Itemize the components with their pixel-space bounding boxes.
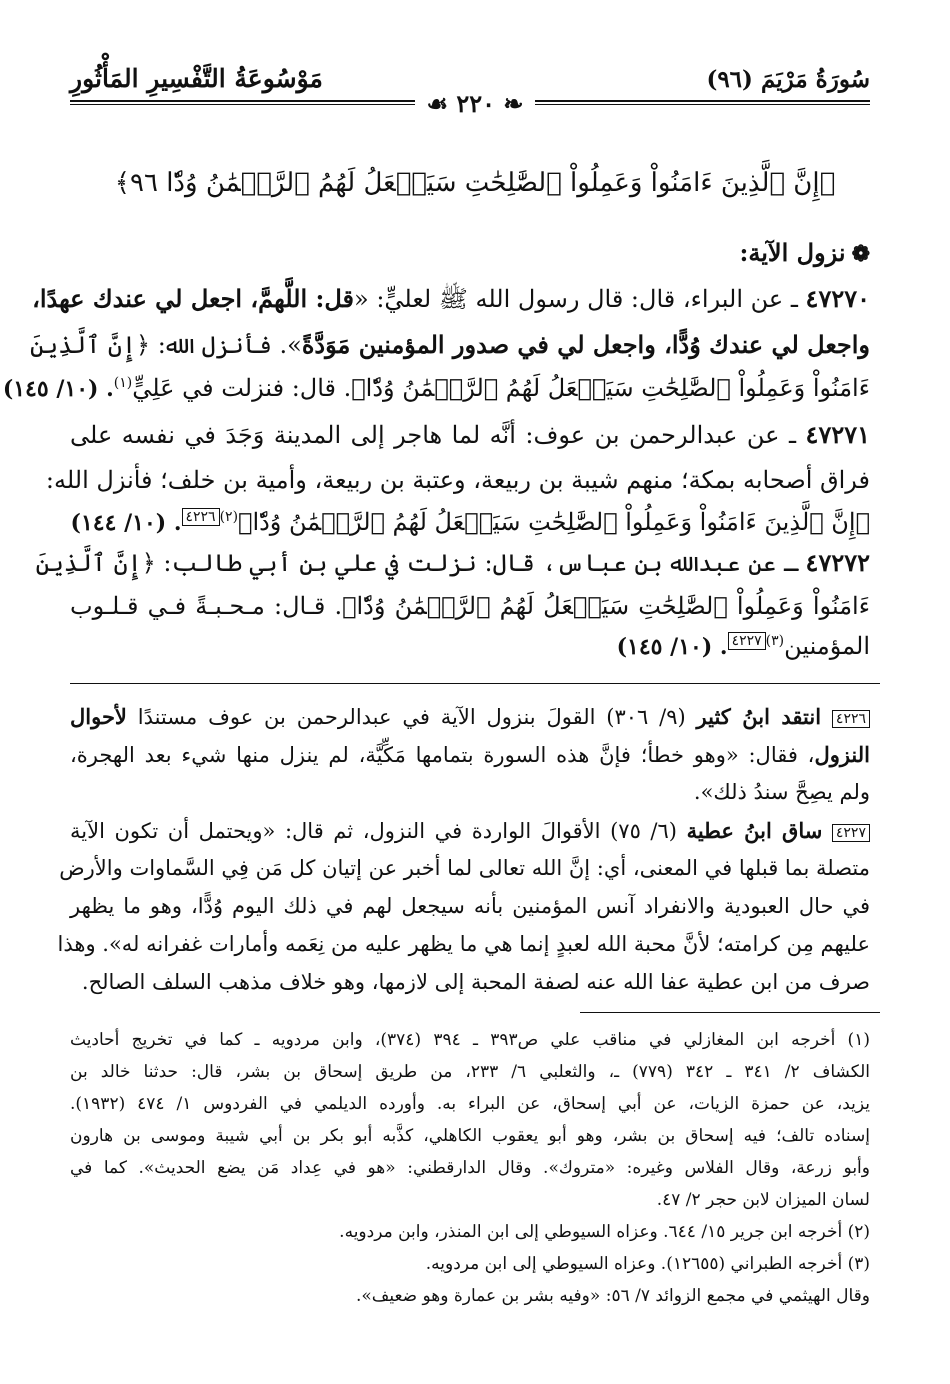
ornament-icon: ❧ (495, 89, 524, 118)
footnote-line: لسان الميزان لابن حجر ٢/ ٤٧. (656, 1190, 870, 1210)
note-box: ٤٢٢٦ (182, 508, 220, 526)
note-line: عليهم مِن كرامته؛ لأنَّ محبة الله لعبدٍ إنما هي ما يظهر عليه من نِعَمه وأمارات غفرانه له». وهذا (57, 932, 870, 956)
footnote-line: وأبو زرعة، وقال الفلاس وغيره: «متروك». وقال الدارقطني: «هو في عِداد مَن يضع الحديث». كما في (70, 1158, 870, 1178)
footnote-line: (٣) أخرجه الطبراني (١٢٦٥٥). وعزاه السيوطي إلى ابن مردويه. (425, 1254, 870, 1274)
note-box: ٤٢٢٧ (832, 824, 870, 842)
note-line: ٤٢٢٦ انتقد ابنُ كثير (٩/ ٣٠٦) القولَ بنزول الآية في عبدالرحمن بن عوف مستندًا لأحوال (70, 704, 870, 729)
flower-icon: ❁ (851, 241, 870, 267)
note-box: ٤٢٢٧ (728, 632, 766, 650)
note-line: ولم يصِحَّ سندُ ذلك». (693, 780, 870, 804)
ornament-icon: ☙ (426, 89, 457, 118)
footnote-separator (580, 1012, 880, 1013)
book-title: مَوْسُوعَةُ التَّفْسِيرِ المَأْثُورِ (70, 64, 323, 93)
narration-line: المؤمنين$^{(٣)}$٤٢٢٧. (١٠/ ١٤٥) (616, 632, 870, 660)
footnote-marker: (٣) (765, 633, 785, 649)
surah-name: سُورَةُ مَرْيَمَ (760, 66, 870, 93)
narration-line: ﴿إِنَّ ٱلَّذِينَ ءَامَنُواْ وَعَمِلُواْ ٱلصَّٰلِحَٰتِ سَيَجۡعَلُ لَهُمُ ٱلرَّحۡمَٰنُ وُدّٗا﴾$^{(٢)}$٤٢٢٦. (١٠/ ١٤٤) (70, 508, 870, 536)
quran-verse: ﴿إِنَّ ٱلَّذِينَ ءَامَنُواْ وَعَمِلُواْ ٱلصَّٰلِحَٰتِ سَيَجۡعَلُ لَهُمُ ٱلرَّحۡمَٰنُ وُدّٗا ٩٦﴾ (114, 168, 836, 198)
footnote-line: يزيد، عن حمزة الزيات، عن أبي إسحاق، عن البراء به. وأورده الديلمي في الفردوس ١/ ٤٧٤ (١٩٣٢). (70, 1094, 870, 1114)
note-line: صرف من ابن عطية عفا الله عنه لصفة المحبة إلى لازمها، وهو خلاف مذهب السلف الصالح. (81, 970, 870, 994)
narration-line: ٤٧٢٧٢ ـ عن عبدالله بن عباس، قال: نزلت في علي بن أبي طالب: ﴿إِنَّ ٱلَّذِينَ (35, 548, 870, 577)
note-line: متصلة بما قبلها في المعنى، أي: إنَّ الله تعالى لما أخبر عن إتيان كل مَن فِي السَّماوات والأرض (59, 856, 870, 880)
narration-line: ءَامَنُواْ وَعَمِلُواْ ٱلصَّٰلِحَٰتِ سَيَجۡعَلُ لَهُمُ ٱلرَّحۡمَٰنُ وُدّٗا﴾. قال: فنزلت في عَلِيٍّ$^{(١)}$. (١٠/ ١٤٥) (2, 374, 870, 402)
footnote-marker: (١) (113, 375, 133, 391)
note-box: ٤٢٢٦ (832, 710, 870, 728)
footnote-line: (١) أخرجه ابن المغازلي في مناقب علي ص٣٩٣ ـ ٣٩٤ (٣٧٤)، وابن مردويه ـ كما في تخريج أحاديث (70, 1030, 870, 1050)
footnote-marker: (٢) (219, 509, 239, 525)
note-line: ٤٢٢٧ ساق ابنُ عطية (٦/ ٧٥) الأقوالَ الواردة في النزول، ثم قال: «ويحتمل أن تكون الآية (70, 818, 870, 843)
page-number: ❧ ٢٢٠ ☙ (415, 89, 535, 118)
surah-header (706, 66, 870, 93)
narration-line: واجعل لي عندك وُدًّا، واجعل لي في صدور المؤمنين مَوَدَّةً». فأنزل الله: ﴿إِنَّ ٱلَّذِينَ (29, 330, 870, 359)
notes-separator (70, 683, 880, 684)
narration-line: ءَامَنُواْ وَعَمِلُواْ ٱلصَّٰلِحَٰتِ سَيَجۡعَلُ لَهُمُ ٱلرَّحۡمَٰنُ وُدّٗا﴾. قـال: مـحـبـةً فـي قـلـوب (70, 592, 870, 620)
note-line: النزول، فقال: «وهو خطأ؛ فإنَّ هذه السورة بتمامها مَكِّيَّة، لم ينزل منها شيء بعد الهجرة، (70, 742, 870, 767)
footnote-line: (٢) أخرجه ابن جرير ١٥/ ٦٤٤. وعزاه السيوطي إلى ابن المنذر، وابن مردويه. (339, 1222, 870, 1242)
footnote-line: الكشاف ٢/ ٣٤١ ـ ٣٤٢ (٧٧٩) ـ، والثعلبي ٦/ ٢٣٣، من طريق إسحاق بن بشر، قال: حدثنا خالد بن (70, 1062, 870, 1082)
narration-line: فراق أصحابه بمكة؛ منهم شيبة بن ربيعة، وعتبة بن ربيعة، وأمية بن خلف؛ فأنزل الله: (45, 466, 870, 494)
note-line: في حال العبودية والانفراد آنس المؤمنين بأنه سيجعل لهم في ذلك اليوم وُدًّا، وهو ما يظهر (70, 894, 870, 918)
verse-ref: (٩٦) (706, 66, 753, 93)
narration-line: ٤٧٢٧٠ ـ عن البراء، قال: قال رسول الله ﷺ لعليٍّ: «قل: اللَّهمَّ، اجعل لي عندك عهدًا، (32, 284, 870, 313)
section-title: ❁نزول الآية: (739, 238, 870, 267)
footnote-line: وقال الهيثمي في مجمع الزوائد ٧/ ٥٦: «وفيه بشر بن عمارة وهو ضعيف». (355, 1286, 870, 1306)
footnote-line: إسناده تالف؛ فيه إسحاق بن بشر، وهو أبو يعقوب الكاهلي، كذَّبه أبو بكر بن أبي شيبة وموسى بن هارون (70, 1126, 870, 1146)
narration-line: ٤٧٢٧١ ـ عن عبدالرحمن بن عوف: أنَّه لما هاجر إلى المدينة وَجَدَ في نفسه على (70, 420, 870, 449)
